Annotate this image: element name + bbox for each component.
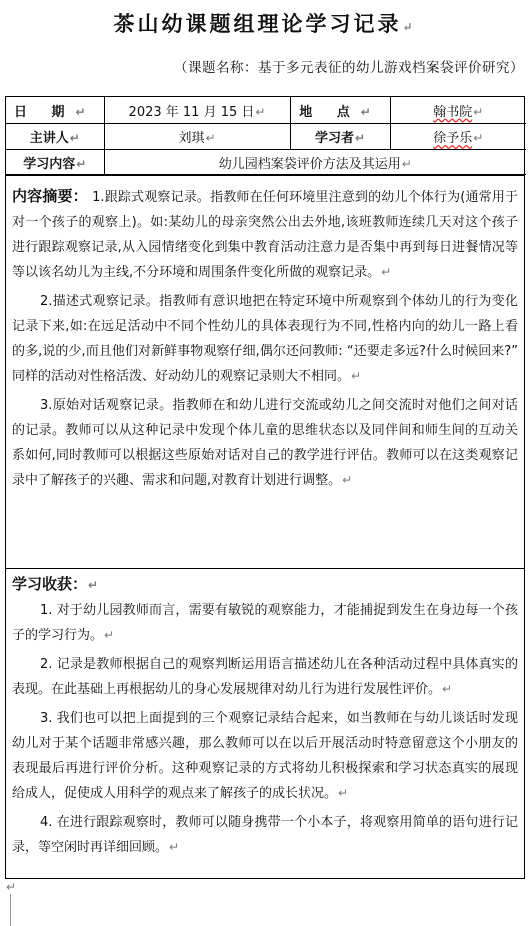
- summary-paragraph-2[interactable]: 2.描述式观察记录。指教师有意识地把在特定环境中所观察到个体幼儿的行为变化记录下来,如:在远足活动中不同个性幼儿的具体表现行为不同,性格内向的幼儿一路上看的多,说的少,而且他们对新鲜事物观察仔细,偶尔还问教师: “还要走多远?什么时候回来?” 同样的活动对性格活泼、好动幼儿的观察记录则大不相同。↵: [12, 294, 518, 384]
- gains-paragraph-1[interactable]: 1. 对于幼儿园教师而言，需要有敏锐的观察能力，才能捕捉到发生在身边每一个孩子的学习行为。↵: [12, 603, 518, 643]
- gains-paragraph-3[interactable]: 3. 我们也可以把上面提到的三个观察记录结合起来，如当教师在与幼儿谈话时发现幼儿对于某个话题非常感兴趣，那么教师可以在以后开展活动时特意留意这个小朋友的表现最后再进行评价分析。这种观察记录的方式将幼儿积极探索和学习状态真实的展现给成人，促使成人用科学的观点来了解孩子的成长状况。↵: [12, 711, 518, 801]
- speaker-value[interactable]: 刘琪↵: [104, 124, 290, 150]
- speaker-label: 主讲人↵: [6, 124, 104, 150]
- gains-paragraph-2[interactable]: 2. 记录是教师根据自己的观察判断运用语言描述幼儿在各种活动过程中具体真实的表现。在此基础上再根据幼儿的身心发展规律对幼儿行为进行发展性评价。↵: [12, 657, 518, 697]
- date-label: 日 期↵: [6, 97, 104, 124]
- document-subtitle: （课题名称：基于多元表征的幼儿游戏档案袋评价研究）: [174, 60, 524, 76]
- page-corner-marker: [0, 894, 11, 926]
- info-row-content: [6, 150, 526, 175]
- info-row-speaker-learner: [6, 124, 526, 150]
- gains-section: [6, 568, 524, 860]
- content-label: 学习内容↵: [6, 150, 104, 175]
- gains-heading: 学习收获：↵: [12, 575, 99, 593]
- learner-value[interactable]: 徐予乐↵: [390, 124, 526, 150]
- info-table: [6, 97, 526, 175]
- place-label: 地 点↵: [290, 97, 390, 124]
- document-title: 茶山幼课题组理论学习记录↵: [113, 11, 416, 36]
- summary-section: [6, 175, 524, 568]
- paragraph-mark: ↵: [402, 20, 416, 34]
- summary-paragraph-3[interactable]: 3.原始对话观察记录。指教师在和幼儿进行交流或幼儿之间交流时对他们之间对话的记录。教师可以从这种记录中发现个体儿童的思维状态以及同伴间和师生间的互动关系如何,同时教师可以根据这些原始对话对自己的教学进行评估。教师可以在这类观察记录中了解孩子的兴趣、需求和问题,对教育计划进行调整。↵: [12, 398, 518, 488]
- summary-paragraph-1[interactable]: 内容摘要： 1.跟踪式观察记录。指教师在任何环境里注意到的幼儿个体行为(通常用于对一个孩子的观察上)。如:某幼儿的母亲突然公出去外地,该班教师连续几天对这个孩子进行跟踪观察记录,从入园情绪变化到集中教育活动注意力是否集中再到每日进餐情况等等以该名幼儿为主线,不分环境和周围条件变化所做的观察记录。↵: [12, 187, 518, 280]
- place-value[interactable]: 翰书院↵: [390, 97, 526, 124]
- trailing-paragraph-mark: ↵: [6, 880, 17, 894]
- info-row-date-place: [6, 97, 526, 124]
- content-value[interactable]: 幼儿园档案袋评价方法及其运用↵: [104, 150, 526, 175]
- learner-label: 学习者↵: [290, 124, 390, 150]
- record-form: [5, 96, 525, 879]
- date-value[interactable]: 2023 年 11 月 15 日↵: [104, 97, 290, 124]
- summary-heading: 内容摘要：: [12, 187, 88, 205]
- gains-paragraph-4[interactable]: 4. 在进行跟踪观察时，教师可以随身携带一个小本子，将观察用简单的语句进行记录，等空闲时再详细回顾。↵: [12, 815, 518, 855]
